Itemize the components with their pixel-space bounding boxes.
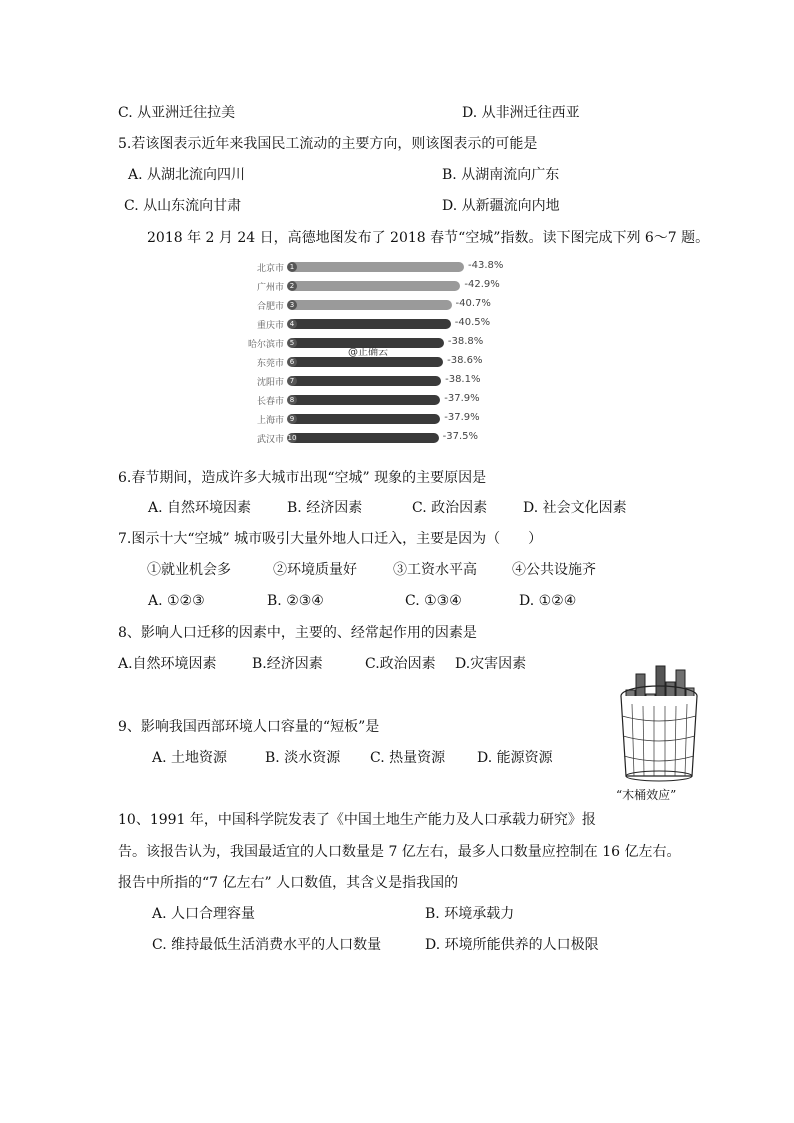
chart-city-label: 重庆市 [256,321,284,331]
chart-city-label: 长春市 [256,397,284,407]
q10-option-b: B. 环境承载力 [425,906,515,922]
bucket-caption: “木桶效应” [616,788,677,802]
q8-option-b: B.经济因素 [252,656,323,672]
q10-option-a: A. 人口合理容量 [152,906,256,922]
chart-rank-badge: 7 [287,376,297,386]
q9-option-c: C. 热量资源 [370,750,446,766]
q10-option-c: C. 维持最低生活消费水平的人口数量 [152,937,382,953]
q6-option-c: C. 政治因素 [412,500,488,516]
chart-rank-badge: 3 [287,300,297,310]
q5-option-c: C. 从山东流向甘肃 [124,198,242,214]
q9-stem: 9、影响我国西部环境人口容量的“短板”是 [118,719,380,735]
chart-rank-badge: 8 [287,395,297,405]
q9-option-b: B. 淡水资源 [265,750,341,766]
chart-value-label: -37.9% [444,412,480,423]
kongcheng-index-chart [240,258,540,450]
q6-option-a: A. 自然环境因素 [148,500,252,516]
q4-option-c: C. 从亚洲迁往拉美 [118,105,236,121]
chart-bar [288,262,464,272]
q10-line-2: 告。该报告认为，我国最适宜的人口数量是 7 亿左右，最多人口数量应控制在 16 亿左右。 [118,844,681,860]
q6-option-d: D. 社会文化因素 [523,500,627,516]
q7-option-a: A. ①②③ [148,593,205,609]
chart-rank-badge: 9 [287,414,297,424]
chart-rank-badge: 5 [287,338,297,348]
q7-option-c: C. ①③④ [405,593,462,609]
chart-rank-badge: 10 [287,434,297,442]
chart-rank-badge: 6 [287,357,297,367]
q9-option-d: D. 能源资源 [477,750,553,766]
q5-option-b: B. 从湖南流向广东 [442,167,560,183]
chart-bar [288,376,441,386]
chart-bar [288,414,440,424]
q6-option-b: B. 经济因素 [287,500,363,516]
chart-rank-badge: 1 [287,262,297,272]
chart-watermark: @正确云 [348,347,388,358]
chart-intro: 2018 年 2 月 24 日，高德地图发布了 2018 春节“空城”指数。读下图完成下列 6～7 题。 [147,230,710,246]
q7-stem: 7.图示十大“空城” 城市吸引大量外地人口迁入，主要是因为（ ） [118,531,543,547]
chart-value-label: -38.8% [447,336,484,347]
q7-item-3: ③工资水平高 [393,562,477,578]
q7-item-2: ②环境质量好 [273,562,357,578]
q7-option-d: D. ①②④ [519,593,577,609]
q8-option-d: D.灾害因素 [455,656,527,672]
wooden-bucket-illustration [612,660,704,784]
q5-option-a: A. 从湖北流向四川 [128,167,246,183]
chart-city-label: 北京市 [256,264,284,274]
chart-city-label: 沈阳市 [256,378,284,388]
chart-city-label: 东莞市 [256,359,284,369]
q10-option-d: D. 环境所能供养的人口极限 [425,937,599,953]
q8-option-a: A.自然环境因素 [118,656,217,672]
chart-value-label: -42.9% [464,279,500,290]
chart-value-label: -40.5% [454,317,491,328]
q6-stem: 6.春节期间，造成许多大城市出现“空城” 现象的主要原因是 [118,470,487,486]
chart-city-label: 合肥市 [256,302,284,312]
q10-line-1: 10、1991 年，中国科学院发表了《中国土地生产能力及人口承载力研究》报 [118,812,596,828]
q8-stem: 8、影响人口迁移的因素中，主要的、经常起作用的因素是 [118,625,477,641]
chart-rank-badge: 4 [287,319,297,329]
q4-option-d: D. 从非洲迁往西亚 [462,105,580,121]
chart-value-label: -37.9% [444,393,480,404]
chart-city-label: 武汉市 [256,435,284,445]
chart-bar [288,300,452,310]
chart-value-label: -38.6% [447,355,483,366]
q9-option-a: A. 土地资源 [152,750,228,766]
q5-option-d: D. 从新疆流向内地 [442,198,560,214]
q8-option-c: C.政治因素 [365,656,436,672]
chart-value-label: -40.7% [455,298,491,309]
chart-city-label: 哈尔滨市 [247,340,284,350]
q7-item-1: ①就业机会多 [147,562,231,578]
chart-city-label: 广州市 [256,283,284,293]
chart-bar [288,357,443,367]
q10-line-3: 报告中所指的“7 亿左右” 人口数值，其含义是指我国的 [118,875,459,891]
chart-rank-badge: 2 [287,281,297,291]
q7-item-4: ④公共设施齐 [512,562,596,578]
q7-option-b: B. ②③④ [267,593,324,609]
chart-city-label: 上海市 [256,416,284,426]
chart-bar [288,319,451,329]
chart-bar [288,281,460,291]
q5-stem: 5.若该图表示近年来我国民工流动的主要方向，则该图表示的可能是 [118,136,538,152]
chart-bar [288,395,440,405]
chart-value-label: -38.1% [445,374,481,385]
chart-value-label: -37.5% [442,431,479,442]
chart-value-label: -43.8% [468,260,504,271]
chart-bar [288,433,439,443]
